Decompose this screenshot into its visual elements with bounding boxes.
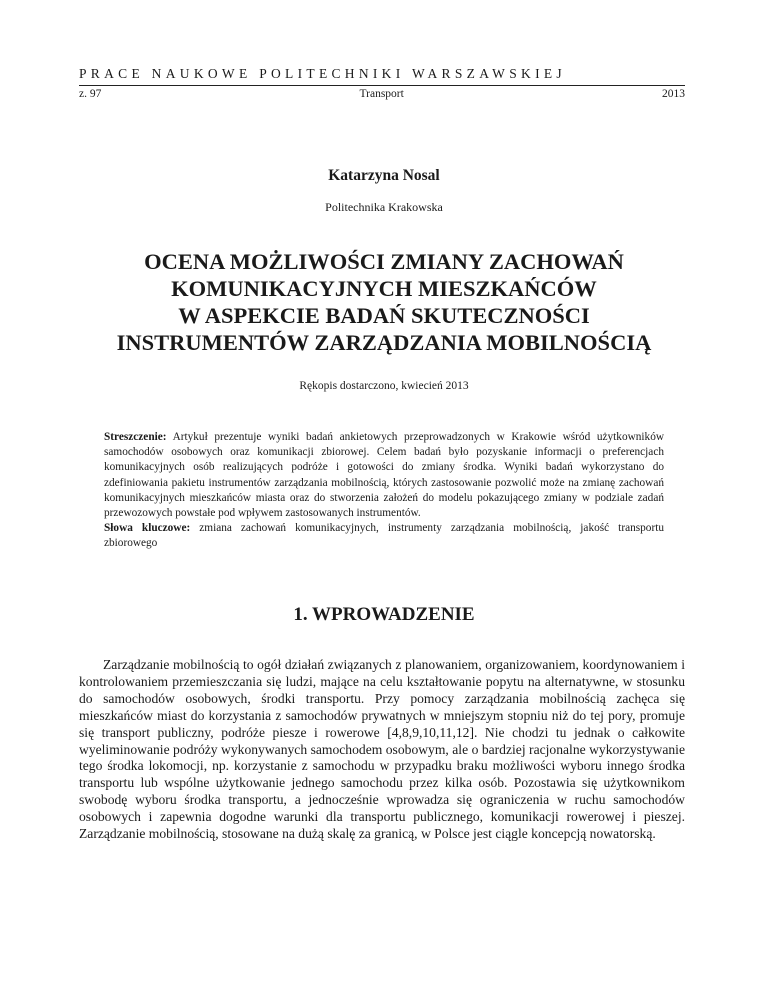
author-name: Katarzyna Nosal [328, 167, 440, 184]
title-line: OCENA MOŻLIWOŚCI ZMIANY ZACHOWAŃ [144, 249, 624, 274]
publication-year: 2013 [661, 88, 685, 100]
abstract-label: Streszczenie: [104, 431, 167, 443]
section-paragraph: Zarządzanie mobilnością to ogół działań związanych z planowaniem, organizowaniem, koordynowaniem i kontrolowaniem przemieszczania się ludzi, mające na celu kształtowanie popytu na alternatywne, w stosunku do samochodów osobowych, środki transportu. Przy pomocy zarządzania mobilnością zachęca się mieszkańców miast do korzystania z samochodów prywatnych w mniejszym stopniu niż do tej pory, promuje się transport publiczny, podróże piesze i rowerowe [4,8,9,10,11,12]. Nie chodzi tu jednak o całkowite wyeliminowanie podróży wykonywanych samochodem osobowym, ale o bardziej racjonalne wykorzystywanie tego środka lokomocji, np. korzystanie z samochodu w przypadku braku możliwości wyboru innego środka transportu lub wspólne użytkowanie jednego samochodu przez kilka osób. Pozostawia się użytkownikom swobodę wyboru środka transportu, a jednocześnie wprowadza się ograniczenia w ruchu samochodów osobowych i zapewnia dogodne warunki dla transportu publicznego, komunikacji rowerowej i pieszej. Zarządzanie mobilnością, stosowane na dużą skalę za granicą, w Polsce jest ciągle koncepcją nowatorską. [79, 657, 685, 842]
abstract [104, 430, 664, 552]
title-line: KOMUNIKACYJNYCH MIESZKAŃCÓW [171, 276, 597, 301]
abstract-text: Artykuł prezentuje wyniki badań ankietowych przeprowadzonych w Krakowie wśród użytkowników samochodów osobowych oraz komunikacji zbiorowej. Celem badań było pozyskanie informacji o preferencjach komunikacyjnych osób realizujących podróże i gotowości do zmiany środka. Wyniki badań wykorzystano do zdefiniowania pakietu instrumentów zarządzania mobilnością, których zastosowanie pozwolić może na zmianę zachowań komunikacyjnych mieszkańców miasta oraz do stworzenia założeń do modelu pokazującego zmiany w podziale zadań przewozowych powstałe pod wpływem zastosowanych instrumentów. [104, 431, 665, 520]
header-rule [79, 85, 685, 86]
issue-number: z. 97 [79, 88, 102, 100]
title-line: W ASPEKCIE BADAŃ SKUTECZNOŚCI [178, 303, 590, 328]
journal-name: PRACE NAUKOWE POLITECHNIKI WARSZAWSKIEJ [79, 66, 566, 81]
received-date: Rękopis dostarczono, kwiecień 2013 [299, 380, 469, 392]
title-line: INSTRUMENTÓW ZARZĄDZANIA MOBILNOŚCIĄ [116, 330, 652, 355]
header-meta [79, 88, 685, 100]
keywords-text: zmiana zachowań komunikacyjnych, instrumenty zarządzania mobilnością, jakość transportu zbiorowego [104, 522, 664, 550]
journal-section: Transport [359, 88, 404, 100]
section-heading: 1. WPROWADZENIE [293, 604, 475, 625]
keywords-label: Słowa kluczowe: [104, 522, 191, 535]
author-affiliation: Politechnika Krakowska [325, 200, 443, 214]
paper-title [60, 248, 708, 356]
